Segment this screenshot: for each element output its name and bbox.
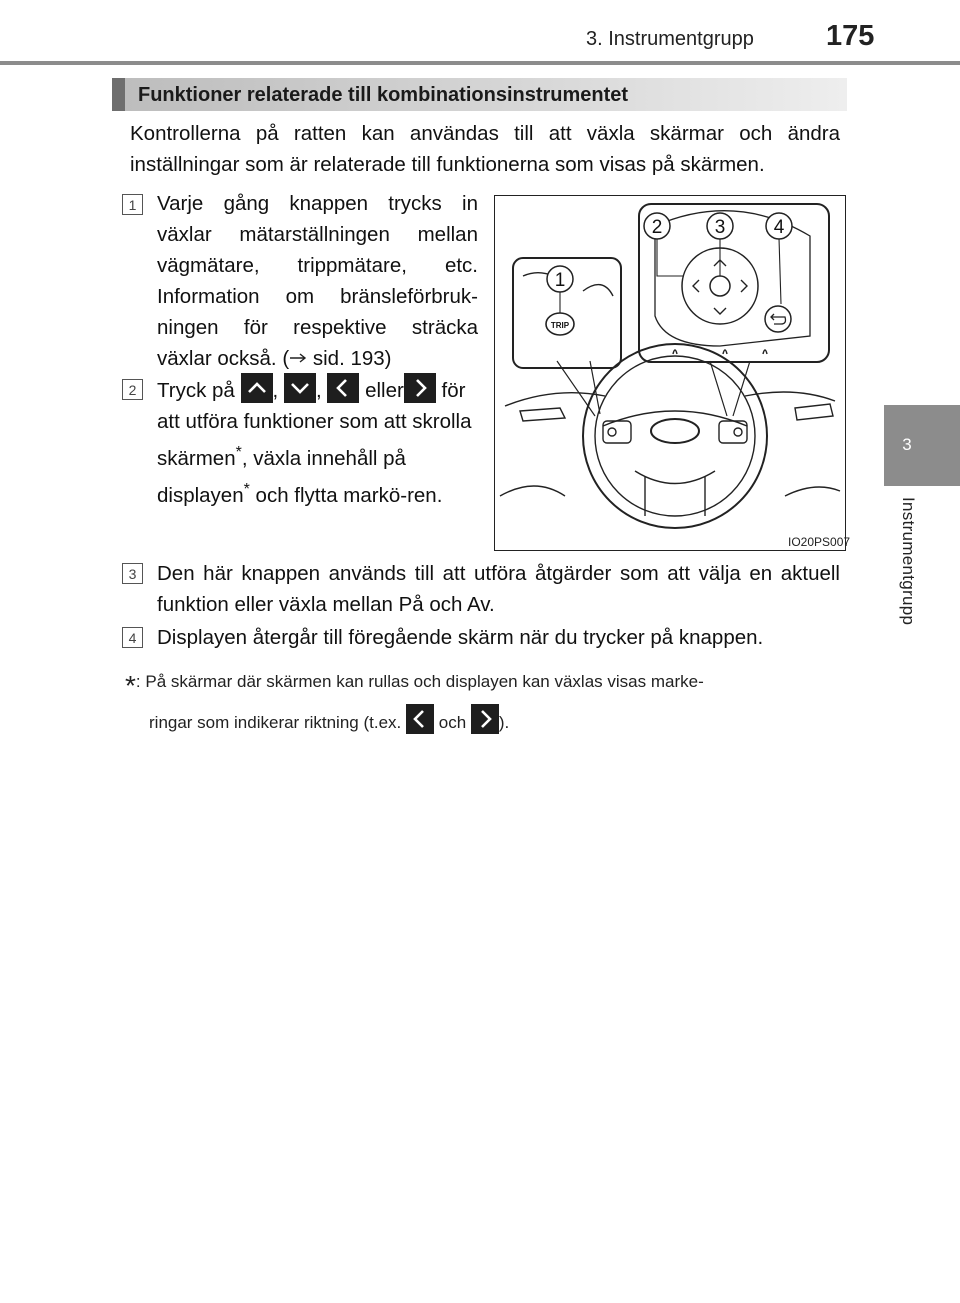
item-badge-1: 1 <box>122 194 143 215</box>
item-2-sep1: , <box>272 379 279 402</box>
item-2-pre: Tryck på <box>157 379 235 402</box>
chapter-tab <box>884 405 960 486</box>
item-badge-2: 2 <box>122 379 143 400</box>
item-2-post-a: för att utföra funktioner som att skrolla skärmen <box>157 379 472 470</box>
footnote-line-2: ringar som indikerar riktning (t.ex. <box>149 713 402 732</box>
callout-4: 4 <box>773 217 785 238</box>
trip-button-label: TRIP <box>550 321 570 330</box>
chevron-right-icon <box>471 704 499 734</box>
item-3-text: Den här knappen används till att utföra åtgärder som att välja en aktuell funktion eller växla mellan På och Av. <box>157 562 840 616</box>
footnote-och: och <box>438 713 467 732</box>
chevron-left-icon <box>327 373 359 403</box>
footnote-line-1: : På skärmar där skärmen kan rullas och displayen kan växlas visas marke- <box>135 672 704 691</box>
section-heading <box>112 78 847 111</box>
header-divider <box>0 61 960 65</box>
chevron-up-icon <box>241 373 273 403</box>
chapter-label: Instrumentgrupp <box>899 497 918 626</box>
footnote <box>125 664 845 741</box>
steering-wheel-illustration <box>494 195 846 551</box>
callout-2: 2 <box>651 217 663 238</box>
footnote-marker: * <box>235 444 242 461</box>
callout-1: 1 <box>554 270 566 291</box>
footnote-marker: * <box>243 481 250 498</box>
item-badge-3: 3 <box>122 563 143 584</box>
chapter-number: 3 <box>902 435 912 454</box>
footnote-end: ). <box>498 713 510 732</box>
chevron-right-icon <box>404 373 436 403</box>
item-2-post-b: , växla innehåll på displayen <box>157 447 406 507</box>
item-2-text <box>157 373 478 511</box>
item-1-ref: sid. 193) <box>312 347 392 370</box>
item-1-text <box>157 188 478 374</box>
chevron-left-icon <box>406 704 434 734</box>
item-2-or: eller <box>365 379 404 402</box>
page-number: 175 <box>826 20 875 52</box>
item-1-body: Varje gång knappen trycks in växlar mätarställningen mellan vägmätare, trippmätare, etc. Information om bränsleförbruk-ningen för respektive sträcka växlar också. ( <box>157 192 478 370</box>
callout-3: 3 <box>714 217 726 238</box>
header-section-title: 3. Instrumentgrupp <box>586 28 754 50</box>
chevron-down-icon <box>284 373 316 403</box>
section-title: Funktioner relaterade till kombinationsinstrumentet <box>138 84 629 106</box>
item-badge-4: 4 <box>122 627 143 648</box>
item-2-post-c: och flytta markö-ren. <box>249 484 443 507</box>
figure-code: IO20PS007 <box>788 535 851 549</box>
steering-wheel-drawing <box>495 196 845 550</box>
intro-paragraph: Kontrollerna på ratten kan användas till att växla skärmar och ändra inställningar som är relaterade till funktionerna som visas på skärmen. <box>130 122 840 176</box>
item-2-sep2: , <box>315 379 322 402</box>
item-4-text: Displayen återgår till föregående skärm när du trycker på knappen. <box>157 626 764 649</box>
arrow-right-icon <box>289 352 307 364</box>
footnote-star: * <box>125 670 136 701</box>
